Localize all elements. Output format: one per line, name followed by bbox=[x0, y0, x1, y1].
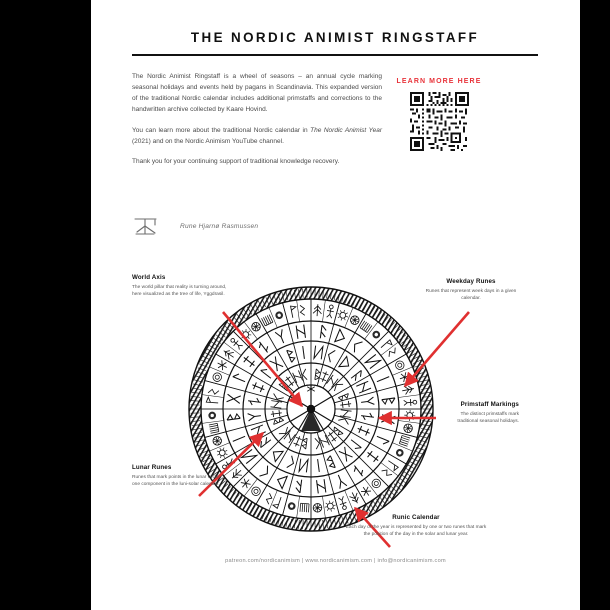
callout-body: Each day of the year is represented by one or two runes that mark the position of the day in the solar and lunar year. bbox=[345, 525, 487, 538]
paragraph-3: Thank you for your continuing support of traditional knowledge recovery. bbox=[132, 158, 340, 166]
signature-name: Rune Hjarnø Rasmussen bbox=[180, 223, 259, 230]
learn-more-block[interactable] bbox=[378, 78, 500, 151]
callout-title: Weekday Runes bbox=[446, 278, 496, 285]
callout-primstaff-markings bbox=[443, 401, 519, 426]
callout-body: The distinct primstaffs mark traditional seasonal holidays. bbox=[457, 412, 519, 425]
callout-title: Runic Calendar bbox=[392, 514, 440, 521]
learn-more-heading: LEARN MORE HERE bbox=[396, 78, 482, 85]
callout-world-axis bbox=[132, 274, 230, 299]
callout-runic-calendar bbox=[342, 514, 490, 539]
poster-page bbox=[91, 0, 580, 610]
paragraph-2 bbox=[132, 126, 382, 148]
ringstaff-diagram bbox=[187, 285, 435, 533]
page-title: THE NORDIC ANIMIST RINGSTAFF bbox=[190, 30, 480, 45]
intro-copy bbox=[132, 72, 382, 178]
paragraph-1: The Nordic Animist Ringstaff is a wheel of seasons – an annual cycle marking seasonal holidays and events held by pagans in Scandinavia. This expanded version of the traditional Nordic calendar includes additional primstaffs and corrections to the handwritten archive collected by Kaare Hovind. bbox=[132, 73, 382, 113]
title-divider bbox=[132, 54, 538, 56]
paragraph-2-after: (2021) and on the Nordic Animism YouTube channel. bbox=[132, 137, 284, 145]
callout-title: World Axis bbox=[132, 274, 166, 281]
rune-signature-icon bbox=[132, 212, 162, 240]
callout-weekday-runes bbox=[421, 278, 521, 303]
footer-links[interactable]: patreon.com/nordicanimism | www.nordicanimism.com | info@nordicanimism.com bbox=[225, 558, 446, 564]
callout-title: Primstaff Markings bbox=[460, 401, 519, 408]
callout-body: The world pillar that reality is turning around, here visualized as the tree of life, Yggdrasil. bbox=[132, 285, 227, 298]
callout-lunar-runes bbox=[132, 464, 228, 489]
callout-title: Lunar Runes bbox=[132, 464, 172, 471]
qr-code-icon[interactable] bbox=[410, 92, 469, 151]
callout-body: Runes that mark points in the lunar cycle; one component in the luni-solar calendar. bbox=[132, 475, 220, 488]
signature-block bbox=[132, 212, 362, 244]
paragraph-2-before: You can learn more about the traditional Nordic calendar in bbox=[132, 126, 311, 134]
book-title: The Nordic Animist Year bbox=[310, 126, 382, 134]
callout-body: Runes that represent week days in a given calendar. bbox=[425, 289, 517, 302]
